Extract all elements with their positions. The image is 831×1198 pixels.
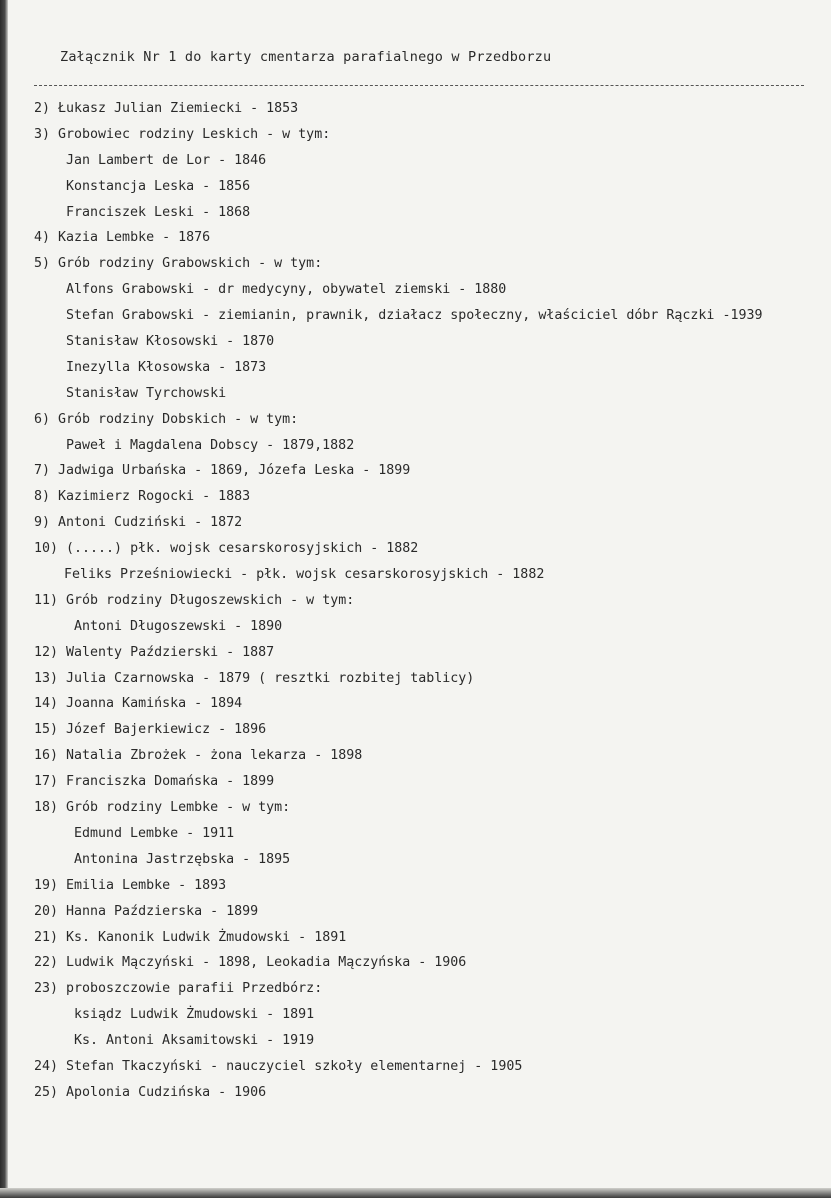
- sub-entry-line: Stanisław Kłosowski - 1870: [66, 334, 275, 350]
- document-header: Załącznik Nr 1 do karty cmentarza parafialnego w Przedborzu: [60, 49, 552, 65]
- entry-line: 14) Joanna Kamińska - 1894: [34, 696, 243, 712]
- entry-line: 10) (.....) płk. wojsk cesarskorosyjskich - 1882: [34, 541, 419, 557]
- entry-line: 20) Hanna Paździerska - 1899: [34, 903, 259, 919]
- entry-line: 9) Antoni Cudziński - 1872: [34, 515, 243, 531]
- scan-edge-bottom: [0, 1188, 831, 1198]
- entry-line: 8) Kazimierz Rogocki - 1883: [34, 489, 251, 505]
- sub-entry-line: Stanisław Tyrchowski: [66, 385, 227, 401]
- sub-entry-line: Konstancja Leska - 1856: [66, 178, 251, 194]
- sub-entry-line: Paweł i Magdalena Dobscy - 1879,1882: [66, 437, 355, 453]
- entry-list: [34, 96, 814, 1106]
- entry-line: 23) proboszczowie parafii Przedbórz:: [34, 981, 323, 997]
- entry-line: 3) Grobowiec rodziny Leskich - w tym:: [34, 126, 331, 142]
- entry-line: 18) Grób rodziny Lembke - w tym:: [34, 800, 291, 816]
- sub-entry-line: ksiądz Ludwik Żmudowski - 1891: [74, 1007, 315, 1023]
- entry-line: 12) Walenty Paździerski - 1887: [34, 644, 275, 660]
- dashed-divider: [34, 85, 804, 86]
- entry-line: 22) Ludwik Mączyński - 1898, Leokadia Mączyńska - 1906: [34, 955, 467, 971]
- entry-line: 13) Julia Czarnowska - 1879 ( resztki rozbitej tablicy): [34, 670, 475, 686]
- sub-entry-line: Edmund Lembke - 1911: [74, 825, 235, 841]
- entry-line: 24) Stefan Tkaczyński - nauczyciel szkoły elementarnej - 1905: [34, 1058, 523, 1074]
- entry-line: 11) Grób rodziny Długoszewskich - w tym:: [34, 592, 355, 608]
- entry-line: 7) Jadwiga Urbańska - 1869, Józefa Leska - 1899: [34, 463, 411, 479]
- sub-entry-line: Feliks Prześniowiecki - płk. wojsk cesarskorosyjskich - 1882: [64, 567, 545, 583]
- sub-entry-line: Inezylla Kłosowska - 1873: [66, 359, 267, 375]
- entry-line: 4) Kazia Lembke - 1876: [34, 230, 211, 246]
- sub-entry-line: Jan Lambert de Lor - 1846: [66, 152, 267, 168]
- entry-line: 16) Natalia Zbrożek - żona lekarza - 1898: [34, 748, 363, 764]
- entry-line: 2) Łukasz Julian Ziemiecki - 1853: [34, 101, 299, 116]
- entry-line: 6) Grób rodziny Dobskich - w tym:: [34, 411, 299, 427]
- entry-line: 21) Ks. Kanonik Ludwik Żmudowski - 1891: [34, 929, 347, 945]
- entry-line: 5) Grób rodziny Grabowskich - w tym:: [34, 256, 323, 272]
- entry-line: 17) Franciszka Domańska - 1899: [34, 774, 275, 790]
- sub-entry-line: Alfons Grabowski - dr medycyny, obywatel ziemski - 1880: [66, 282, 507, 298]
- sub-entry-line: Franciszek Leski - 1868: [66, 204, 251, 220]
- entry-line: 25) Apolonia Cudzińska - 1906: [34, 1084, 267, 1100]
- entry-line: 19) Emilia Lembke - 1893: [34, 877, 227, 893]
- sub-entry-line: Antonina Jastrzębska - 1895: [74, 851, 291, 867]
- entry-line: 15) Józef Bajerkiewicz - 1896: [34, 722, 267, 738]
- sub-entry-line: Ks. Antoni Aksamitowski - 1919: [74, 1033, 315, 1049]
- sub-entry-line: Stefan Grabowski - ziemianin, prawnik, działacz społeczny, właściciel dóbr Rączki -1939: [66, 308, 763, 324]
- sub-entry-line: Antoni Długoszewski - 1890: [74, 618, 283, 634]
